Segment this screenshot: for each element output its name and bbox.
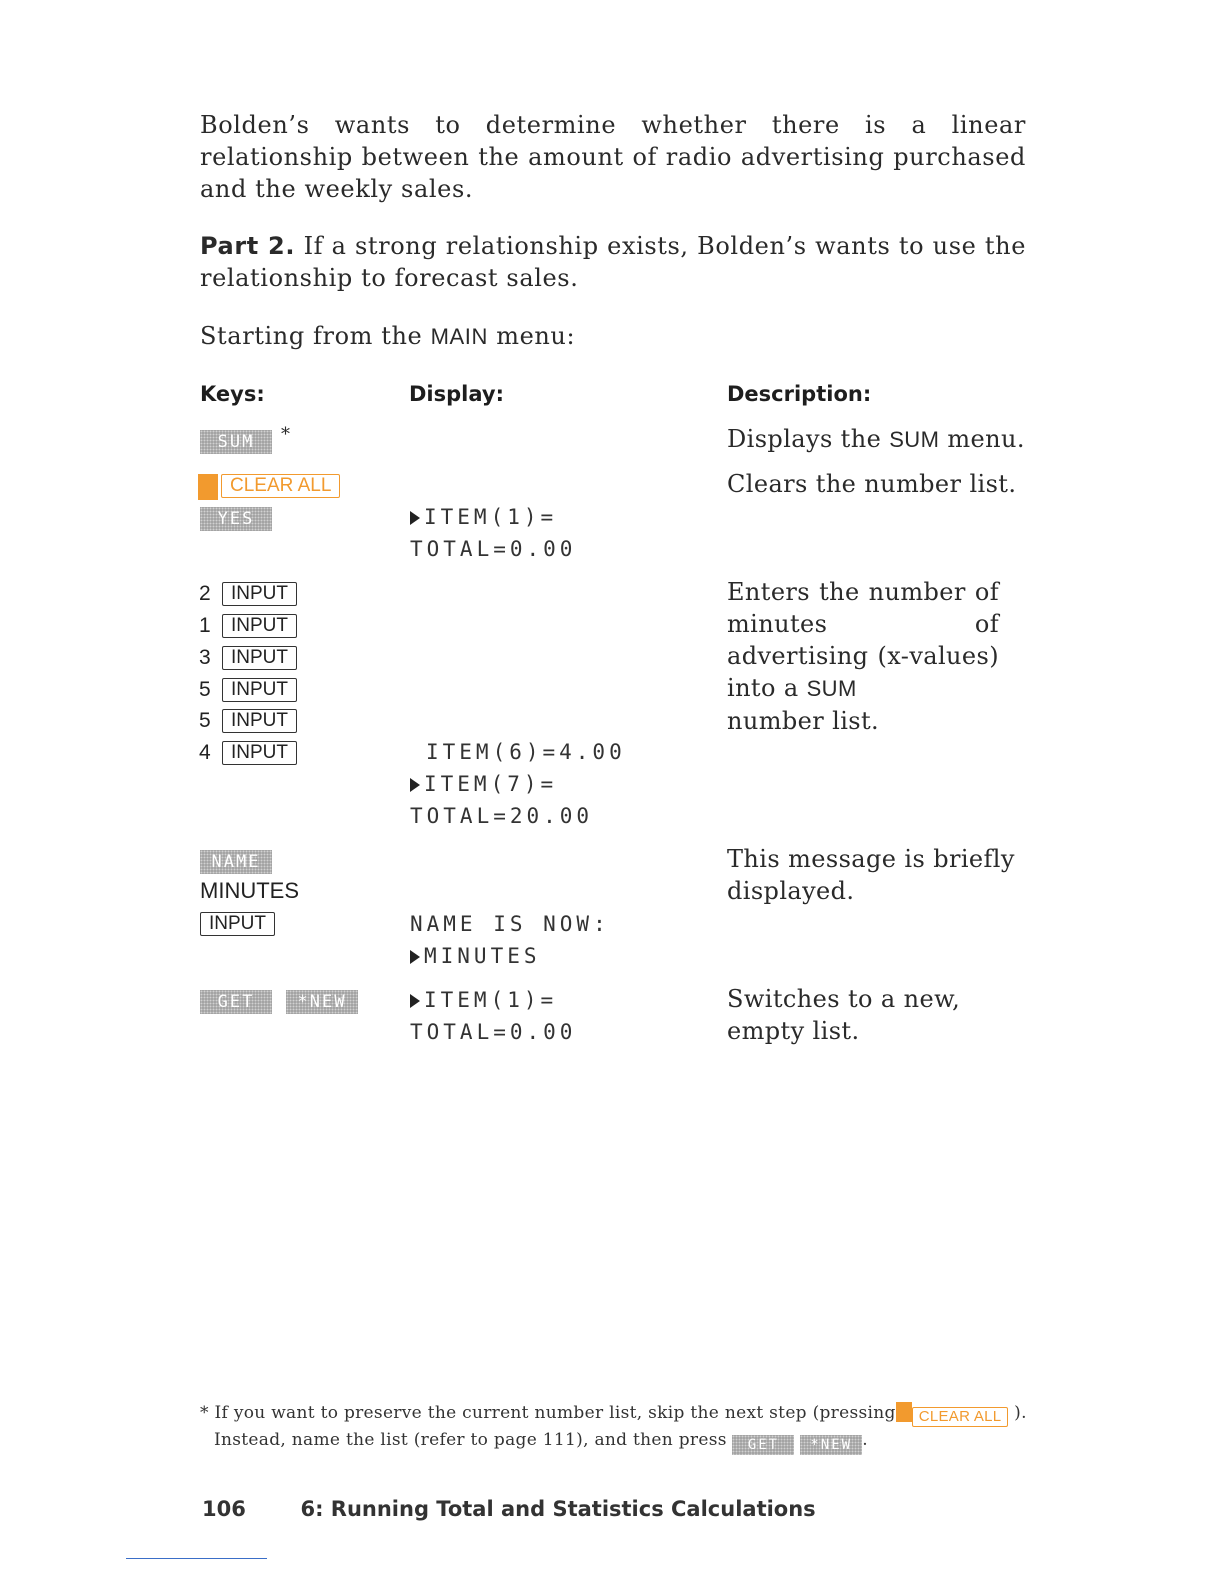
input-key[interactable]: INPUT xyxy=(222,709,297,733)
get-softkey: GET xyxy=(732,1435,794,1455)
display-heading: Display: xyxy=(409,382,504,406)
pointer-icon xyxy=(410,778,420,792)
name-softkey[interactable]: NAME xyxy=(200,850,272,874)
footnote-text-2b: . xyxy=(862,1430,868,1450)
display-name-is-now: NAME IS NOW: xyxy=(410,912,610,936)
display-total20: TOTAL=20.00 xyxy=(410,804,594,828)
footnote-asterisk: * xyxy=(281,424,290,445)
yes-softkey[interactable]: YES xyxy=(200,507,272,531)
desc-clears: Clears the number list. xyxy=(727,470,1017,498)
pointer-icon xyxy=(410,511,420,525)
footnote-line2 xyxy=(200,1427,1030,1455)
clear-all-key[interactable]: CLEAR ALL xyxy=(221,474,340,498)
new-softkey: *NEW xyxy=(800,1435,862,1455)
sum-softkey[interactable]: SUM xyxy=(200,430,272,454)
typed-minutes: MINUTES xyxy=(200,878,299,903)
input-key[interactable]: INPUT xyxy=(222,678,297,702)
desc-enters-suffix: number list. xyxy=(727,707,880,735)
display-minutes-text: MINUTES xyxy=(424,944,541,968)
shift-key xyxy=(896,1402,912,1422)
get-softkey[interactable]: GET xyxy=(200,990,272,1014)
digit-key[interactable]: 2 xyxy=(199,582,211,605)
display-item7-text: ITEM(7)= xyxy=(424,772,558,796)
input-key[interactable]: INPUT xyxy=(222,646,297,670)
display-total0: TOTAL=0.00 xyxy=(410,537,577,561)
desc-enters-sum: SUM xyxy=(806,676,857,701)
desc-enters xyxy=(727,576,999,737)
display-total0-new: TOTAL=0.00 xyxy=(410,1020,577,1044)
desc-sum-menu xyxy=(727,423,1027,456)
display-item1-new-text: ITEM(1)= xyxy=(424,988,558,1012)
description-heading: Description: xyxy=(727,382,872,406)
new-softkey[interactable]: *NEW xyxy=(286,990,358,1014)
footnote-text-1b: ). xyxy=(1014,1403,1027,1423)
shift-key[interactable] xyxy=(198,474,218,500)
digit-key[interactable]: 3 xyxy=(199,646,211,669)
desc-message: This message is briefly displayed. xyxy=(727,845,1015,905)
main-menu-word: MAIN xyxy=(430,324,488,349)
desc-sum-prefix: Displays the xyxy=(727,425,882,453)
intro-paragraph: Bolden’s wants to determine whether there is a linear relationship between the amount of radio advertising purchased and the weekly sales. xyxy=(200,111,1026,203)
part2-paragraph xyxy=(200,230,1026,294)
pointer-icon xyxy=(410,994,420,1008)
desc-sum-suffix: menu. xyxy=(947,425,1025,453)
display-item1 xyxy=(410,505,557,529)
start-prefix: Starting from the xyxy=(200,322,423,350)
pointer-icon xyxy=(410,950,420,964)
display-minutes xyxy=(410,944,541,968)
footnote-text-2: Instead, name the list (refer to page 111), and then press xyxy=(214,1430,727,1450)
footnote-line1 xyxy=(200,1400,1030,1427)
footnote xyxy=(200,1400,1030,1455)
display-item1-new xyxy=(410,988,557,1012)
start-suffix: menu: xyxy=(496,322,576,350)
display-item7 xyxy=(410,772,557,796)
page-number: 106 xyxy=(202,1497,246,1521)
digit-key[interactable]: 5 xyxy=(199,709,211,732)
display-item6: ITEM(6)=4.00 xyxy=(426,740,626,764)
footnote-text-1: * If you want to preserve the current number list, skip the next step (pressing xyxy=(200,1403,896,1423)
desc-sum-word: SUM xyxy=(889,427,940,452)
chapter-title: 6: Running Total and Statistics Calculations xyxy=(300,1497,816,1521)
page-footer xyxy=(202,1497,816,1521)
divider xyxy=(126,1558,267,1559)
display-item1-text: ITEM(1)= xyxy=(424,505,558,529)
input-key[interactable]: INPUT xyxy=(222,614,297,638)
part2-label: Part 2. xyxy=(200,232,296,260)
clear-all-key: CLEAR ALL xyxy=(912,1407,1009,1427)
keys-heading: Keys: xyxy=(200,382,265,406)
input-key[interactable]: INPUT xyxy=(222,582,297,606)
part2-text: If a strong relationship exists, Bolden’s wants to use the relationship to forecast sales. xyxy=(200,232,1027,292)
desc-switches: Switches to a new, empty list. xyxy=(727,985,961,1045)
input-key[interactable]: INPUT xyxy=(222,741,297,765)
digit-key[interactable]: 1 xyxy=(199,614,211,637)
digit-key[interactable]: 4 xyxy=(199,741,211,764)
digit-key[interactable]: 5 xyxy=(199,678,211,701)
start-line xyxy=(200,320,1026,353)
desc-enters-text: Enters the number of minutes of advertising (x-values) into a xyxy=(727,578,999,702)
input-key[interactable]: INPUT xyxy=(200,912,275,936)
